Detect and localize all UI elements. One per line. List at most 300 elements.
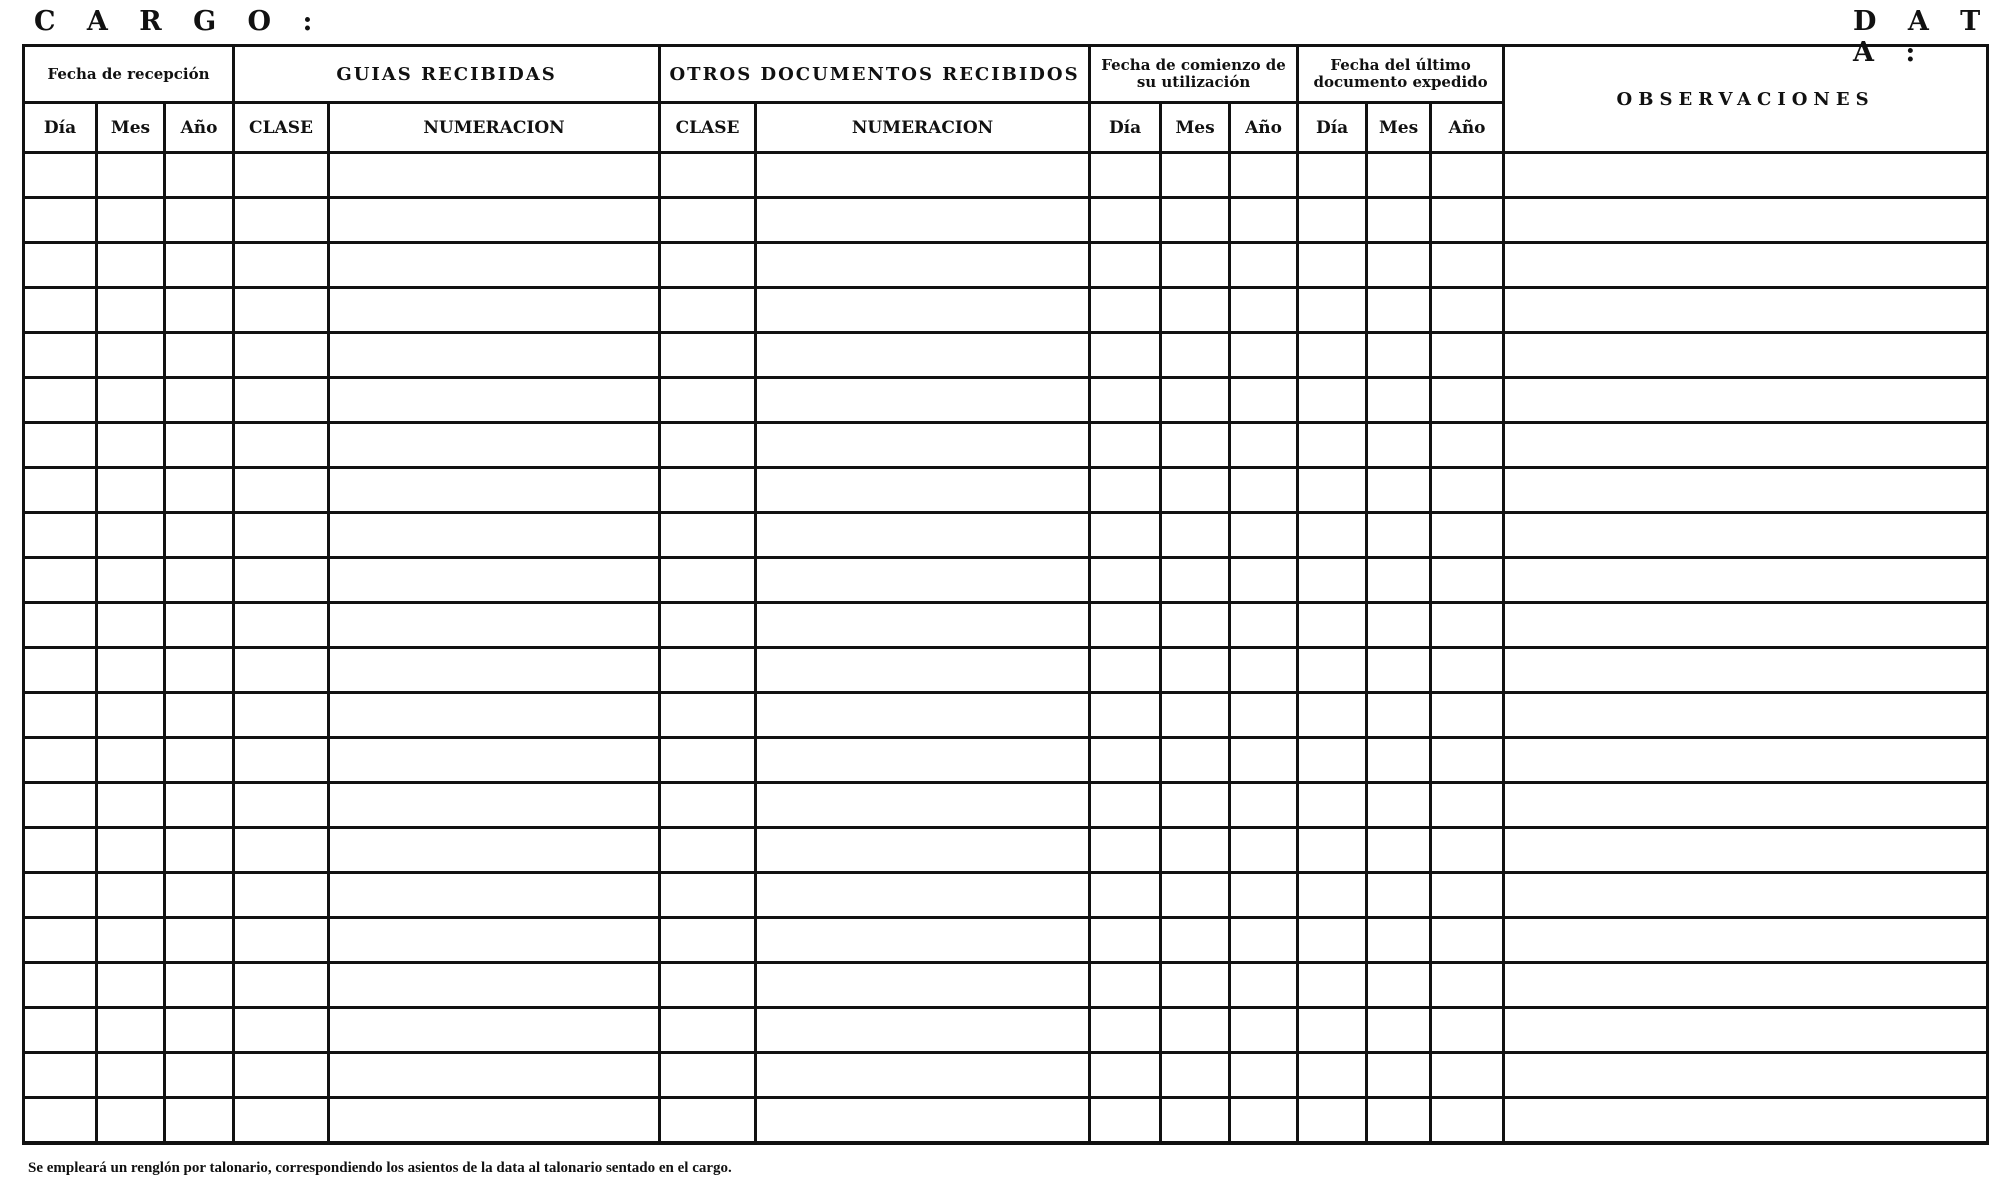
blank-cell bbox=[1504, 1053, 1988, 1098]
blank-cell bbox=[1367, 918, 1431, 963]
blank-cell bbox=[660, 513, 756, 558]
blank-cell bbox=[234, 333, 329, 378]
blank-cell bbox=[165, 1053, 234, 1098]
blank-cell bbox=[1431, 153, 1504, 198]
blank-cell bbox=[1431, 198, 1504, 243]
blank-cell bbox=[1504, 243, 1988, 288]
table-row bbox=[24, 918, 1988, 963]
subheader-ultimo-mes: Mes bbox=[1367, 103, 1431, 153]
table-row bbox=[24, 153, 1988, 198]
blank-cell bbox=[1431, 693, 1504, 738]
blank-cell bbox=[329, 648, 660, 693]
blank-cell bbox=[1504, 1098, 1988, 1144]
blank-cell bbox=[97, 513, 165, 558]
blank-cell bbox=[1161, 153, 1230, 198]
blank-cell bbox=[1298, 648, 1367, 693]
blank-cell bbox=[756, 468, 1090, 513]
blank-cell bbox=[165, 918, 234, 963]
blank-cell bbox=[1431, 333, 1504, 378]
subheader-otros-clase: CLASE bbox=[660, 103, 756, 153]
blank-cell bbox=[1431, 648, 1504, 693]
subheader-ultimo-dia: Día bbox=[1298, 103, 1367, 153]
blank-cell bbox=[1090, 828, 1161, 873]
blank-cell bbox=[165, 513, 234, 558]
blank-cell bbox=[1090, 918, 1161, 963]
blank-cell bbox=[1090, 693, 1161, 738]
blank-cell bbox=[1367, 288, 1431, 333]
blank-cell bbox=[756, 603, 1090, 648]
blank-cell bbox=[24, 558, 97, 603]
blank-cell bbox=[1161, 963, 1230, 1008]
blank-cell bbox=[234, 378, 329, 423]
blank-cell bbox=[24, 648, 97, 693]
blank-cell bbox=[1431, 1053, 1504, 1098]
blank-cell bbox=[97, 693, 165, 738]
blank-cell bbox=[165, 963, 234, 1008]
blank-cell bbox=[660, 603, 756, 648]
table-row bbox=[24, 1098, 1988, 1144]
blank-cell bbox=[1431, 378, 1504, 423]
blank-cell bbox=[1367, 513, 1431, 558]
blank-cell bbox=[1161, 423, 1230, 468]
blank-cell bbox=[756, 333, 1090, 378]
blank-cell bbox=[24, 738, 97, 783]
blank-cell bbox=[756, 738, 1090, 783]
subheader-comienzo-mes: Mes bbox=[1161, 103, 1230, 153]
blank-cell bbox=[1090, 198, 1161, 243]
blank-cell bbox=[1504, 918, 1988, 963]
blank-cell bbox=[24, 288, 97, 333]
blank-cell bbox=[660, 828, 756, 873]
blank-cell bbox=[1367, 243, 1431, 288]
blank-cell bbox=[329, 873, 660, 918]
blank-cell bbox=[234, 918, 329, 963]
blank-cell bbox=[1090, 1098, 1161, 1144]
blank-cell bbox=[1161, 1098, 1230, 1144]
blank-cell bbox=[1431, 783, 1504, 828]
header-fecha-comienzo: Fecha de comienzo de su utilización bbox=[1090, 46, 1298, 103]
blank-cell bbox=[97, 153, 165, 198]
header-otros-documentos: OTROS DOCUMENTOS RECIBIDOS bbox=[660, 46, 1090, 103]
blank-cell bbox=[1230, 288, 1298, 333]
table-row bbox=[24, 648, 1988, 693]
blank-cell bbox=[1431, 1098, 1504, 1144]
blank-cell bbox=[97, 558, 165, 603]
blank-cell bbox=[1230, 873, 1298, 918]
blank-cell bbox=[329, 603, 660, 648]
header-observaciones: OBSERVACIONES bbox=[1504, 46, 1988, 153]
blank-cell bbox=[234, 243, 329, 288]
subheader-recepcion-dia: Día bbox=[24, 103, 97, 153]
blank-cell bbox=[1161, 513, 1230, 558]
blank-cell bbox=[1298, 1098, 1367, 1144]
blank-cell bbox=[24, 468, 97, 513]
blank-cell bbox=[97, 738, 165, 783]
blank-cell bbox=[165, 693, 234, 738]
blank-cell bbox=[1230, 513, 1298, 558]
blank-cell bbox=[1367, 693, 1431, 738]
blank-cell bbox=[329, 558, 660, 603]
blank-cell bbox=[97, 918, 165, 963]
blank-cell bbox=[756, 963, 1090, 1008]
blank-cell bbox=[1431, 963, 1504, 1008]
blank-cell bbox=[329, 738, 660, 783]
blank-cell bbox=[1367, 153, 1431, 198]
blank-cell bbox=[1090, 873, 1161, 918]
blank-cell bbox=[1090, 333, 1161, 378]
blank-cell bbox=[97, 603, 165, 648]
blank-cell bbox=[756, 1053, 1090, 1098]
blank-cell bbox=[1504, 603, 1988, 648]
blank-cell bbox=[1367, 963, 1431, 1008]
table-row bbox=[24, 783, 1988, 828]
blank-cell bbox=[165, 333, 234, 378]
blank-cell bbox=[1230, 648, 1298, 693]
blank-cell bbox=[1090, 423, 1161, 468]
blank-cell bbox=[97, 378, 165, 423]
subheader-ultimo-ano: Año bbox=[1431, 103, 1504, 153]
blank-cell bbox=[1504, 873, 1988, 918]
blank-cell bbox=[756, 243, 1090, 288]
blank-cell bbox=[329, 288, 660, 333]
blank-cell bbox=[1298, 153, 1367, 198]
blank-cell bbox=[1367, 558, 1431, 603]
blank-cell bbox=[1504, 153, 1988, 198]
blank-cell bbox=[1431, 918, 1504, 963]
blank-cell bbox=[1230, 918, 1298, 963]
blank-cell bbox=[24, 153, 97, 198]
blank-cell bbox=[1161, 1053, 1230, 1098]
blank-cell bbox=[1161, 783, 1230, 828]
blank-cell bbox=[756, 288, 1090, 333]
blank-cell bbox=[165, 558, 234, 603]
blank-cell bbox=[234, 1008, 329, 1053]
blank-cell bbox=[97, 423, 165, 468]
blank-cell bbox=[24, 1053, 97, 1098]
blank-cell bbox=[165, 423, 234, 468]
blank-cell bbox=[1367, 1098, 1431, 1144]
cargo-title: C A R G O : bbox=[34, 6, 324, 37]
blank-cell bbox=[97, 1098, 165, 1144]
blank-cell bbox=[1298, 468, 1367, 513]
blank-cell bbox=[1431, 828, 1504, 873]
blank-cell bbox=[1504, 963, 1988, 1008]
blank-cell bbox=[1504, 738, 1988, 783]
blank-cell bbox=[660, 423, 756, 468]
blank-cell bbox=[234, 603, 329, 648]
blank-cell bbox=[1504, 378, 1988, 423]
blank-cell bbox=[1298, 693, 1367, 738]
blank-cell bbox=[1504, 288, 1988, 333]
subheader-guias-clase: CLASE bbox=[234, 103, 329, 153]
blank-cell bbox=[24, 513, 97, 558]
blank-cell bbox=[1090, 603, 1161, 648]
blank-cell bbox=[165, 648, 234, 693]
blank-cell bbox=[1367, 468, 1431, 513]
blank-cell bbox=[1504, 828, 1988, 873]
table-row bbox=[24, 1053, 1988, 1098]
blank-cell bbox=[1090, 783, 1161, 828]
blank-cell bbox=[1298, 513, 1367, 558]
blank-cell bbox=[234, 423, 329, 468]
blank-cell bbox=[329, 918, 660, 963]
blank-cell bbox=[660, 918, 756, 963]
blank-cell bbox=[234, 1098, 329, 1144]
blank-cell bbox=[1298, 963, 1367, 1008]
subheader-comienzo-ano: Año bbox=[1230, 103, 1298, 153]
blank-cell bbox=[660, 1053, 756, 1098]
blank-cell bbox=[1504, 558, 1988, 603]
ledger-table bbox=[22, 44, 1989, 1145]
blank-cell bbox=[97, 873, 165, 918]
blank-cell bbox=[1230, 603, 1298, 648]
blank-cell bbox=[234, 648, 329, 693]
blank-cell bbox=[1230, 468, 1298, 513]
blank-cell bbox=[1504, 423, 1988, 468]
blank-cell bbox=[756, 783, 1090, 828]
blank-cell bbox=[234, 198, 329, 243]
data-title: D A T A : bbox=[1853, 6, 1992, 68]
blank-cell bbox=[97, 648, 165, 693]
blank-cell bbox=[24, 963, 97, 1008]
table-row bbox=[24, 558, 1988, 603]
blank-cell bbox=[1161, 468, 1230, 513]
blank-cell bbox=[329, 198, 660, 243]
blank-cell bbox=[660, 963, 756, 1008]
blank-cell bbox=[97, 468, 165, 513]
blank-cell bbox=[1090, 1008, 1161, 1053]
blank-cell bbox=[1161, 738, 1230, 783]
blank-cell bbox=[234, 963, 329, 1008]
blank-cell bbox=[1298, 783, 1367, 828]
blank-cell bbox=[756, 198, 1090, 243]
blank-cell bbox=[165, 1008, 234, 1053]
subheader-comienzo-dia: Día bbox=[1090, 103, 1161, 153]
blank-cell bbox=[165, 828, 234, 873]
blank-cell bbox=[1298, 198, 1367, 243]
blank-cell bbox=[1431, 603, 1504, 648]
blank-cell bbox=[165, 378, 234, 423]
blank-cell bbox=[234, 288, 329, 333]
blank-cell bbox=[1431, 243, 1504, 288]
blank-cell bbox=[165, 288, 234, 333]
blank-cell bbox=[660, 1098, 756, 1144]
blank-cell bbox=[1090, 558, 1161, 603]
table-row bbox=[24, 198, 1988, 243]
blank-cell bbox=[97, 333, 165, 378]
blank-cell bbox=[1298, 918, 1367, 963]
blank-cell bbox=[1090, 243, 1161, 288]
blank-cell bbox=[660, 198, 756, 243]
blank-cell bbox=[660, 153, 756, 198]
blank-cell bbox=[1230, 738, 1298, 783]
blank-cell bbox=[1161, 288, 1230, 333]
blank-cell bbox=[660, 243, 756, 288]
blank-cell bbox=[1504, 513, 1988, 558]
blank-cell bbox=[1161, 243, 1230, 288]
blank-cell bbox=[660, 1008, 756, 1053]
blank-cell bbox=[329, 1008, 660, 1053]
table-row bbox=[24, 513, 1988, 558]
subheader-recepcion-ano: Año bbox=[165, 103, 234, 153]
blank-cell bbox=[329, 783, 660, 828]
blank-cell bbox=[1298, 243, 1367, 288]
blank-cell bbox=[1230, 423, 1298, 468]
blank-cell bbox=[756, 873, 1090, 918]
blank-cell bbox=[165, 603, 234, 648]
blank-cell bbox=[1431, 468, 1504, 513]
blank-cell bbox=[1367, 873, 1431, 918]
blank-cell bbox=[1230, 1098, 1298, 1144]
table-row bbox=[24, 738, 1988, 783]
blank-cell bbox=[234, 828, 329, 873]
blank-cell bbox=[234, 783, 329, 828]
blank-cell bbox=[234, 153, 329, 198]
blank-cell bbox=[1230, 558, 1298, 603]
blank-cell bbox=[329, 423, 660, 468]
blank-cell bbox=[1367, 378, 1431, 423]
blank-cell bbox=[1090, 288, 1161, 333]
blank-cell bbox=[1298, 1008, 1367, 1053]
header-fecha-recepcion: Fecha de recepción bbox=[24, 46, 234, 103]
blank-cell bbox=[1090, 648, 1161, 693]
blank-cell bbox=[329, 513, 660, 558]
blank-cell bbox=[24, 918, 97, 963]
blank-cell bbox=[329, 378, 660, 423]
blank-cell bbox=[1161, 603, 1230, 648]
blank-cell bbox=[1298, 288, 1367, 333]
table-row bbox=[24, 378, 1988, 423]
subheader-otros-numeracion: NUMERACION bbox=[756, 103, 1090, 153]
blank-cell bbox=[1230, 1053, 1298, 1098]
blank-cell bbox=[660, 738, 756, 783]
table-row bbox=[24, 873, 1988, 918]
blank-cell bbox=[1298, 423, 1367, 468]
blank-cell bbox=[234, 513, 329, 558]
blank-cell bbox=[24, 1098, 97, 1144]
blank-cell bbox=[1504, 468, 1988, 513]
blank-cell bbox=[1431, 288, 1504, 333]
blank-cell bbox=[1161, 648, 1230, 693]
blank-cell bbox=[234, 1053, 329, 1098]
blank-cell bbox=[660, 648, 756, 693]
blank-cell bbox=[1161, 1008, 1230, 1053]
header-guias-recibidas: GUIAS RECIBIDAS bbox=[234, 46, 660, 103]
blank-cell bbox=[1230, 783, 1298, 828]
blank-cell bbox=[1090, 153, 1161, 198]
blank-cell bbox=[1230, 378, 1298, 423]
blank-cell bbox=[756, 918, 1090, 963]
blank-cell bbox=[1090, 963, 1161, 1008]
blank-cell bbox=[756, 648, 1090, 693]
blank-cell bbox=[1161, 558, 1230, 603]
blank-cell bbox=[1161, 198, 1230, 243]
blank-cell bbox=[97, 243, 165, 288]
blank-cell bbox=[1230, 828, 1298, 873]
table-row bbox=[24, 1008, 1988, 1053]
blank-cell bbox=[756, 693, 1090, 738]
blank-cell bbox=[1298, 1053, 1367, 1098]
blank-cell bbox=[756, 378, 1090, 423]
blank-cell bbox=[24, 423, 97, 468]
blank-cell bbox=[1298, 828, 1367, 873]
blank-cell bbox=[1230, 153, 1298, 198]
blank-cell bbox=[1367, 603, 1431, 648]
table-row bbox=[24, 243, 1988, 288]
blank-cell bbox=[756, 1008, 1090, 1053]
blank-cell bbox=[756, 423, 1090, 468]
blank-cell bbox=[329, 243, 660, 288]
table-row bbox=[24, 693, 1988, 738]
blank-cell bbox=[1367, 1053, 1431, 1098]
blank-cell bbox=[329, 333, 660, 378]
blank-cell bbox=[1367, 783, 1431, 828]
blank-cell bbox=[1090, 468, 1161, 513]
blank-cell bbox=[1504, 783, 1988, 828]
blank-cell bbox=[756, 513, 1090, 558]
blank-cell bbox=[1367, 1008, 1431, 1053]
blank-cell bbox=[24, 333, 97, 378]
blank-cell bbox=[97, 828, 165, 873]
blank-cell bbox=[1504, 198, 1988, 243]
blank-cell bbox=[1431, 1008, 1504, 1053]
blank-cell bbox=[660, 333, 756, 378]
blank-cell bbox=[1298, 603, 1367, 648]
blank-cell bbox=[756, 828, 1090, 873]
blank-cell bbox=[1367, 423, 1431, 468]
blank-cell bbox=[1230, 693, 1298, 738]
blank-cell bbox=[660, 468, 756, 513]
blank-cell bbox=[97, 198, 165, 243]
blank-cell bbox=[329, 1098, 660, 1144]
blank-cell bbox=[1161, 693, 1230, 738]
blank-cell bbox=[1230, 198, 1298, 243]
blank-cell bbox=[1298, 333, 1367, 378]
blank-cell bbox=[1298, 738, 1367, 783]
blank-cell bbox=[1504, 648, 1988, 693]
blank-cell bbox=[660, 873, 756, 918]
blank-cell bbox=[660, 378, 756, 423]
blank-cell bbox=[1367, 333, 1431, 378]
blank-cell bbox=[97, 288, 165, 333]
blank-cell bbox=[1298, 378, 1367, 423]
blank-cell bbox=[97, 963, 165, 1008]
blank-cell bbox=[24, 828, 97, 873]
blank-cell bbox=[1367, 198, 1431, 243]
blank-cell bbox=[1504, 693, 1988, 738]
header-fecha-ultimo: Fecha del último documento expedido bbox=[1298, 46, 1504, 103]
blank-cell bbox=[24, 693, 97, 738]
blank-cell bbox=[24, 873, 97, 918]
table-row bbox=[24, 468, 1988, 513]
blank-cell bbox=[660, 783, 756, 828]
blank-cell bbox=[24, 243, 97, 288]
blank-cell bbox=[165, 783, 234, 828]
blank-cell bbox=[1090, 378, 1161, 423]
blank-cell bbox=[1431, 558, 1504, 603]
blank-cell bbox=[1230, 1008, 1298, 1053]
blank-cell bbox=[165, 468, 234, 513]
blank-cell bbox=[165, 873, 234, 918]
blank-cell bbox=[1431, 423, 1504, 468]
blank-cell bbox=[1367, 648, 1431, 693]
blank-cell bbox=[756, 1098, 1090, 1144]
blank-cell bbox=[329, 468, 660, 513]
blank-cell bbox=[234, 873, 329, 918]
blank-cell bbox=[24, 1008, 97, 1053]
blank-cell bbox=[1431, 738, 1504, 783]
blank-cell bbox=[1431, 873, 1504, 918]
